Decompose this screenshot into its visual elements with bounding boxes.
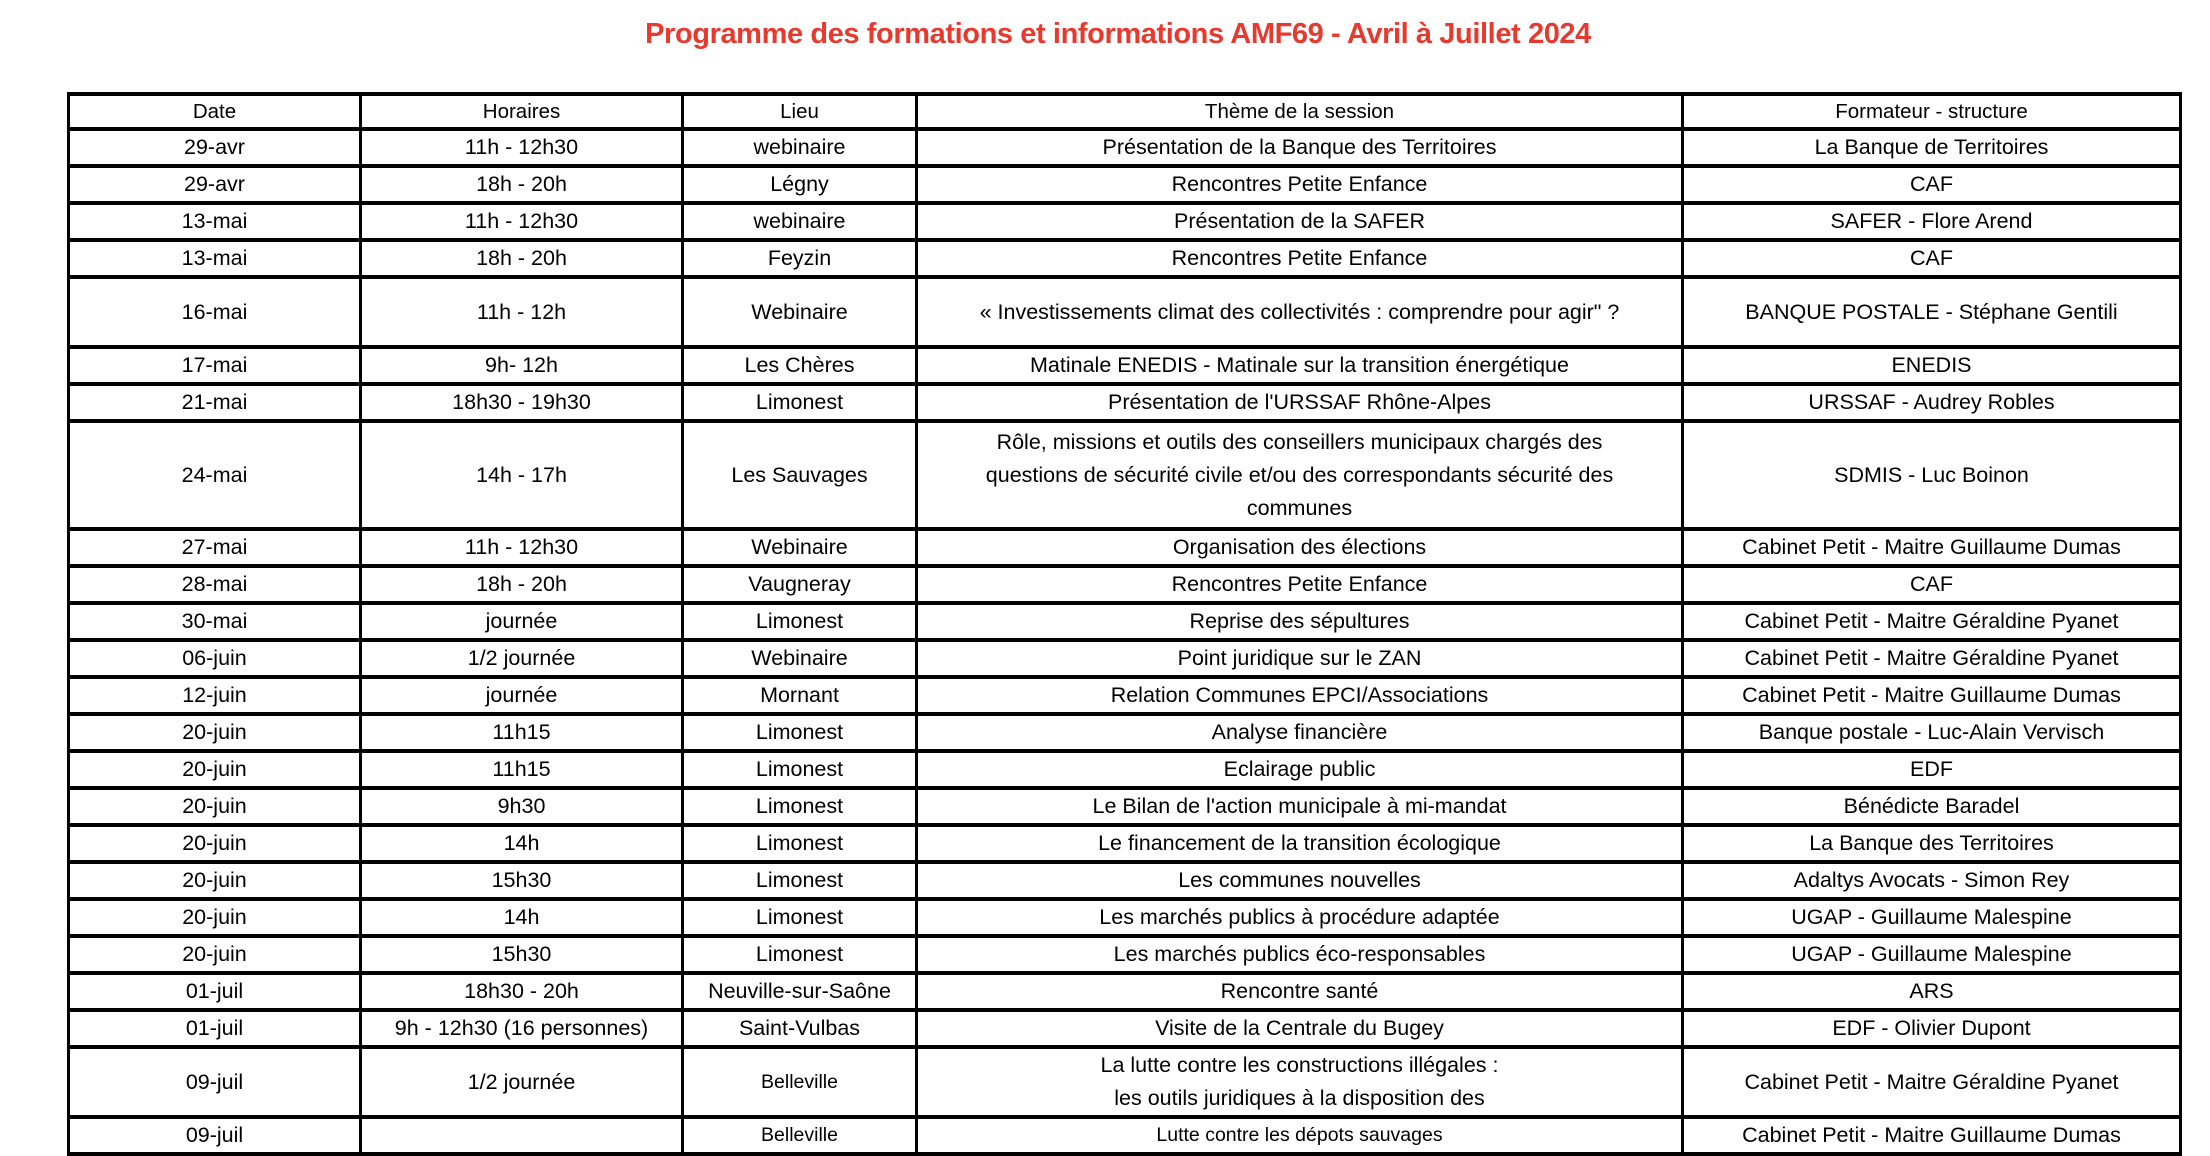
cell-formateur: Bénédicte Baradel <box>1683 788 2181 825</box>
cell-horaires <box>361 1117 683 1154</box>
cell-horaires: 9h30 <box>361 788 683 825</box>
cell-theme <box>917 788 1683 825</box>
cell-horaires: 15h30 <box>361 936 683 973</box>
cell-theme <box>917 277 1683 347</box>
cell-theme <box>917 347 1683 384</box>
cell-formateur: Cabinet Petit - Maitre Guillaume Dumas <box>1683 529 2181 566</box>
theme-line: Le Bilan de l'action municipale à mi-mandat <box>1092 794 1507 818</box>
table-row <box>69 240 2181 277</box>
table-row <box>69 936 2181 973</box>
cell-date: 20-juin <box>69 862 361 899</box>
cell-theme <box>917 1047 1683 1117</box>
table-row <box>69 973 2181 1010</box>
theme-line: Le financement de la transition écologique <box>1098 831 1501 855</box>
theme-line: Lutte contre les dépots sauvages <box>1156 1124 1443 1146</box>
table-row <box>69 421 2181 529</box>
cell-date: 16-mai <box>69 277 361 347</box>
table-row <box>69 677 2181 714</box>
cell-formateur: EDF - Olivier Dupont <box>1683 1010 2181 1047</box>
cell-horaires: 11h - 12h30 <box>361 529 683 566</box>
cell-horaires: 9h- 12h <box>361 347 683 384</box>
cell-lieu: Les Chères <box>683 347 917 384</box>
cell-horaires: 15h30 <box>361 862 683 899</box>
cell-date: 27-mai <box>69 529 361 566</box>
cell-date: 29-avr <box>69 166 361 203</box>
theme-line: Eclairage public <box>1223 757 1376 781</box>
theme-line: Présentation de l'URSSAF Rhône-Alpes <box>1108 390 1491 414</box>
cell-theme <box>917 714 1683 751</box>
cell-horaires: 11h15 <box>361 714 683 751</box>
cell-lieu: Limonest <box>683 714 917 751</box>
cell-formateur: La Banque de Territoires <box>1683 129 2181 166</box>
table-row <box>69 529 2181 566</box>
cell-theme <box>917 677 1683 714</box>
cell-theme <box>917 640 1683 677</box>
cell-horaires: 1/2 journée <box>361 640 683 677</box>
cell-date: 06-juin <box>69 640 361 677</box>
header-formateur: Formateur - structure <box>1683 94 2181 129</box>
cell-lieu: Webinaire <box>683 640 917 677</box>
cell-lieu: Limonest <box>683 825 917 862</box>
theme-line: Présentation de la SAFER <box>1174 209 1425 233</box>
cell-formateur: URSSAF - Audrey Robles <box>1683 384 2181 421</box>
cell-date: 13-mai <box>69 203 361 240</box>
cell-theme <box>917 751 1683 788</box>
cell-lieu: Webinaire <box>683 277 917 347</box>
cell-horaires: 14h <box>361 825 683 862</box>
cell-formateur: Cabinet Petit - Maitre Géraldine Pyanet <box>1683 1047 2181 1117</box>
table-row <box>69 640 2181 677</box>
cell-horaires: 1/2 journée <box>361 1047 683 1117</box>
cell-formateur: BANQUE POSTALE - Stéphane Gentili <box>1683 277 2181 347</box>
cell-horaires: 11h - 12h30 <box>361 203 683 240</box>
table-row <box>69 1010 2181 1047</box>
cell-formateur: Cabinet Petit - Maitre Guillaume Dumas <box>1683 677 2181 714</box>
cell-lieu: webinaire <box>683 129 917 166</box>
cell-lieu: webinaire <box>683 203 917 240</box>
cell-theme <box>917 166 1683 203</box>
table-row <box>69 277 2181 347</box>
cell-date: 12-juin <box>69 677 361 714</box>
table-row <box>69 203 2181 240</box>
cell-formateur: UGAP - Guillaume Malespine <box>1683 899 2181 936</box>
cell-lieu: Webinaire <box>683 529 917 566</box>
cell-theme <box>917 529 1683 566</box>
cell-formateur: Cabinet Petit - Maitre Guillaume Dumas <box>1683 1117 2181 1154</box>
theme-line: Rencontres Petite Enfance <box>1171 572 1428 596</box>
cell-lieu: Belleville <box>683 1047 917 1117</box>
theme-line: Reprise des sépultures <box>1189 609 1410 633</box>
theme-line: Relation Communes EPCI/Associations <box>1110 683 1489 707</box>
theme-line: Les marchés publics éco-responsables <box>1113 942 1486 966</box>
theme-line: Matinale ENEDIS - Matinale sur la transition énergétique <box>1030 353 1569 377</box>
cell-lieu: Vaugneray <box>683 566 917 603</box>
theme-line: Rôle, missions et outils des conseillers municipaux chargés des <box>996 429 1603 454</box>
cell-lieu: Feyzin <box>683 240 917 277</box>
table-row <box>69 714 2181 751</box>
theme-line: La lutte contre les constructions illégales : <box>1100 1053 1499 1077</box>
cell-theme <box>917 129 1683 166</box>
cell-horaires: 18h - 20h <box>361 566 683 603</box>
cell-date: 20-juin <box>69 899 361 936</box>
cell-lieu: Limonest <box>683 603 917 640</box>
cell-formateur: CAF <box>1683 566 2181 603</box>
cell-horaires: 14h - 17h <box>361 421 683 529</box>
cell-horaires: 14h <box>361 899 683 936</box>
table-row <box>69 603 2181 640</box>
cell-formateur: ENEDIS <box>1683 347 2181 384</box>
table-row <box>69 166 2181 203</box>
theme-line: Organisation des élections <box>1172 535 1427 559</box>
cell-date: 29-avr <box>69 129 361 166</box>
cell-lieu: Limonest <box>683 751 917 788</box>
table-row <box>69 1047 2181 1117</box>
theme-line: Rencontre santé <box>1220 979 1379 1003</box>
cell-formateur: La Banque des Territoires <box>1683 825 2181 862</box>
theme-line: Les marchés publics à procédure adaptée <box>1099 905 1500 929</box>
theme-line: communes <box>1246 495 1353 520</box>
cell-formateur: UGAP - Guillaume Malespine <box>1683 936 2181 973</box>
theme-line: Visite de la Centrale du Bugey <box>1155 1016 1444 1040</box>
cell-date: 09-juil <box>69 1117 361 1154</box>
cell-horaires: journée <box>361 603 683 640</box>
cell-date: 17-mai <box>69 347 361 384</box>
cell-horaires: 11h15 <box>361 751 683 788</box>
theme-line: les outils juridiques à la disposition des <box>1114 1086 1485 1110</box>
table-header-row <box>69 94 2181 129</box>
cell-date: 20-juin <box>69 788 361 825</box>
table-body <box>69 129 2181 1154</box>
cell-date: 24-mai <box>69 421 361 529</box>
theme-line: Les communes nouvelles <box>1178 868 1421 892</box>
cell-horaires: 11h - 12h30 <box>361 129 683 166</box>
cell-theme <box>917 566 1683 603</box>
table-row <box>69 825 2181 862</box>
cell-formateur: Cabinet Petit - Maitre Géraldine Pyanet <box>1683 603 2181 640</box>
cell-theme <box>917 203 1683 240</box>
theme-line: Point juridique sur le ZAN <box>1177 646 1422 670</box>
cell-horaires: 11h - 12h <box>361 277 683 347</box>
table-row <box>69 899 2181 936</box>
cell-lieu: Limonest <box>683 862 917 899</box>
table-row <box>69 347 2181 384</box>
theme-line: Analyse financière <box>1211 720 1388 744</box>
cell-formateur: Cabinet Petit - Maitre Géraldine Pyanet <box>1683 640 2181 677</box>
header-date: Date <box>69 94 361 129</box>
cell-lieu: Légny <box>683 166 917 203</box>
header-theme: Thème de la session <box>917 94 1683 129</box>
cell-date: 30-mai <box>69 603 361 640</box>
cell-formateur: CAF <box>1683 240 2181 277</box>
table-row <box>69 751 2181 788</box>
cell-lieu: Limonest <box>683 788 917 825</box>
cell-date: 20-juin <box>69 714 361 751</box>
cell-date: 20-juin <box>69 936 361 973</box>
theme-line: questions de sécurité civile et/ou des correspondants sécurité des <box>985 462 1614 487</box>
theme-line: Rencontres Petite Enfance <box>1171 172 1428 196</box>
cell-horaires: 18h30 - 19h30 <box>361 384 683 421</box>
cell-formateur: SDMIS - Luc Boinon <box>1683 421 2181 529</box>
cell-lieu: Limonest <box>683 899 917 936</box>
cell-horaires: 18h30 - 20h <box>361 973 683 1010</box>
cell-lieu: Neuville-sur-Saône <box>683 973 917 1010</box>
theme-line: Présentation de la Banque des Territoires <box>1102 135 1497 159</box>
table-row <box>69 1117 2181 1154</box>
cell-theme <box>917 899 1683 936</box>
theme-line: « Investissements climat des collectivités : comprendre pour agir" ? <box>979 299 1620 324</box>
cell-formateur: SAFER - Flore Arend <box>1683 203 2181 240</box>
cell-formateur: ARS <box>1683 973 2181 1010</box>
cell-date: 09-juil <box>69 1047 361 1117</box>
cell-theme <box>917 936 1683 973</box>
cell-date: 01-juil <box>69 973 361 1010</box>
cell-formateur: Adaltys Avocats - Simon Rey <box>1683 862 2181 899</box>
theme-line: Rencontres Petite Enfance <box>1171 246 1428 270</box>
cell-lieu: Les Sauvages <box>683 421 917 529</box>
table-row <box>69 566 2181 603</box>
table-row <box>69 788 2181 825</box>
cell-theme <box>917 1117 1683 1154</box>
cell-lieu: Belleville <box>683 1117 917 1154</box>
cell-formateur: Banque postale - Luc-Alain Vervisch <box>1683 714 2181 751</box>
cell-horaires: 9h - 12h30 (16 personnes) <box>361 1010 683 1047</box>
cell-lieu: Limonest <box>683 936 917 973</box>
cell-theme <box>917 384 1683 421</box>
cell-theme <box>917 973 1683 1010</box>
table-row <box>69 384 2181 421</box>
header-horaires: Horaires <box>361 94 683 129</box>
cell-theme <box>917 825 1683 862</box>
cell-theme <box>917 1010 1683 1047</box>
cell-formateur: EDF <box>1683 751 2181 788</box>
training-schedule-table <box>67 92 2182 1156</box>
cell-theme <box>917 603 1683 640</box>
table-row <box>69 862 2181 899</box>
cell-theme <box>917 421 1683 529</box>
cell-theme <box>917 862 1683 899</box>
cell-horaires: journée <box>361 677 683 714</box>
cell-lieu: Mornant <box>683 677 917 714</box>
cell-date: 28-mai <box>69 566 361 603</box>
cell-horaires: 18h - 20h <box>361 166 683 203</box>
cell-horaires: 18h - 20h <box>361 240 683 277</box>
cell-theme <box>917 240 1683 277</box>
header-lieu: Lieu <box>683 94 917 129</box>
cell-date: 20-juin <box>69 751 361 788</box>
cell-formateur: CAF <box>1683 166 2181 203</box>
document-title: Programme des formations et informations AMF69 - Avril à Juillet 2024 <box>645 18 1591 50</box>
cell-lieu: Limonest <box>683 384 917 421</box>
cell-date: 20-juin <box>69 825 361 862</box>
cell-date: 21-mai <box>69 384 361 421</box>
table-row <box>69 129 2181 166</box>
cell-lieu: Saint-Vulbas <box>683 1010 917 1047</box>
cell-date: 13-mai <box>69 240 361 277</box>
cell-date: 01-juil <box>69 1010 361 1047</box>
